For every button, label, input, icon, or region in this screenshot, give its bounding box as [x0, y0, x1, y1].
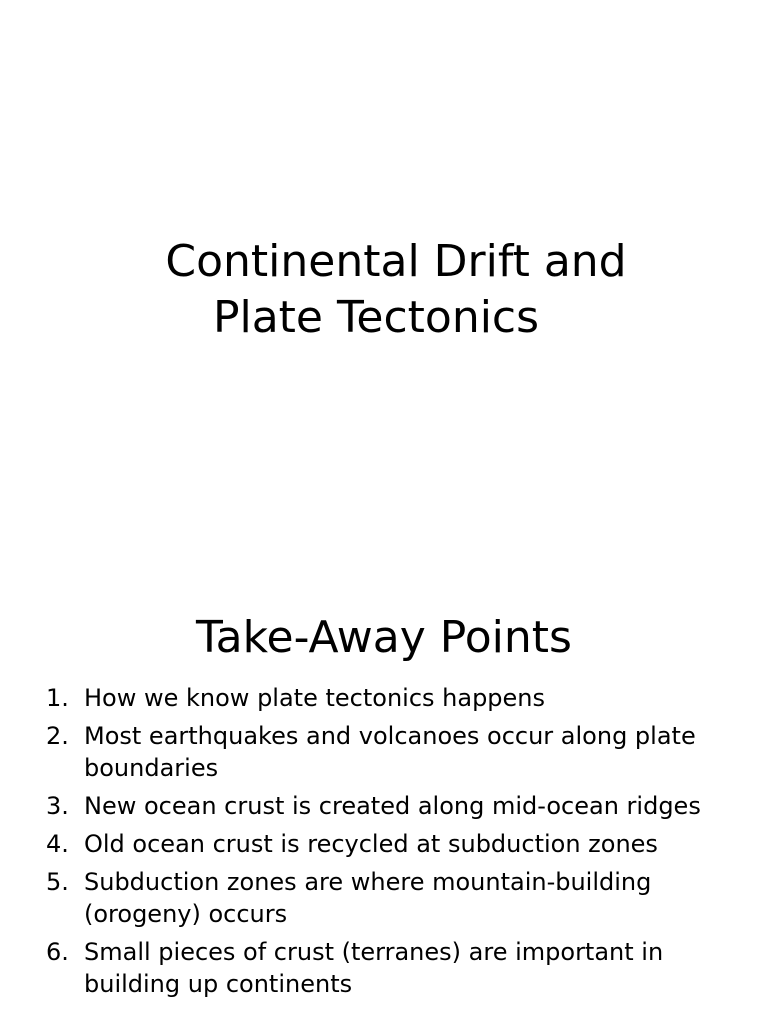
list-item: [0, 790, 768, 822]
list-item-text: New ocean crust is created along mid-ocean ridges: [84, 792, 701, 820]
slide-title-line-1: Continental Drift and: [165, 236, 627, 287]
list-item-number: 1.: [46, 684, 69, 712]
list-item-text: Small pieces of crust (terranes) are important in building up continents: [84, 938, 664, 998]
take-away-list: [0, 682, 768, 1006]
slide-title-line-2: Plate Tectonics: [212, 292, 540, 343]
slide-title: [0, 234, 768, 346]
list-item: [0, 866, 768, 930]
list-item: [0, 682, 768, 714]
list-item-number: 6.: [46, 938, 69, 966]
list-item: [0, 720, 768, 784]
list-item-text: How we know plate tectonics happens: [84, 684, 546, 712]
list-item-number: 4.: [46, 830, 69, 858]
list-item: [0, 828, 768, 860]
take-away-title: Take-Away Points: [196, 612, 572, 663]
list-item-text: Subduction zones are where mountain-building (orogeny) occurs: [84, 868, 652, 928]
list-item-text: Most earthquakes and volcanoes occur along plate boundaries: [84, 722, 696, 782]
take-away-slide: [0, 576, 768, 1024]
list-item-number: 3.: [46, 792, 69, 820]
list-item-text: Old ocean crust is recycled at subduction zones: [84, 830, 658, 858]
list-item-number: 5.: [46, 868, 69, 896]
list-item-number: 2.: [46, 722, 69, 750]
list-item: [0, 936, 768, 1000]
